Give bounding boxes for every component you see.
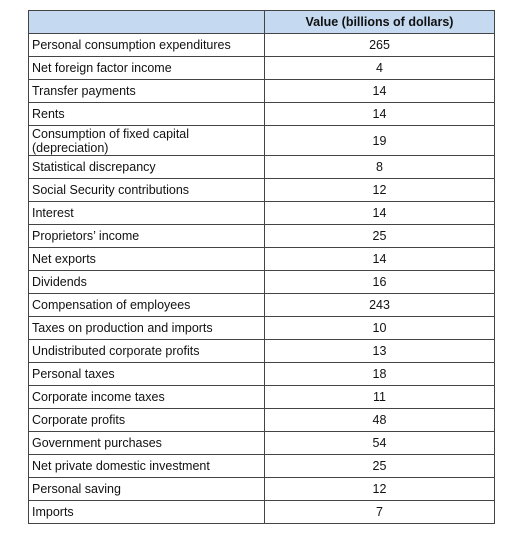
header-cell-value: Value (billions of dollars) [265, 11, 495, 34]
row-value: 10 [265, 317, 495, 340]
table-row [29, 57, 495, 80]
row-label: Compensation of employees [29, 294, 265, 317]
row-label: Corporate income taxes [29, 386, 265, 409]
row-value: 19 [265, 126, 495, 156]
table-row [29, 179, 495, 202]
row-value: 265 [265, 34, 495, 57]
row-value: 14 [265, 103, 495, 126]
table-row [29, 103, 495, 126]
row-label: Statistical discrepancy [29, 156, 265, 179]
row-value: 8 [265, 156, 495, 179]
row-label: Undistributed corporate profits [29, 340, 265, 363]
table-row [29, 432, 495, 455]
row-label: Social Security contributions [29, 179, 265, 202]
row-value: 12 [265, 478, 495, 501]
table-row [29, 80, 495, 103]
table-row [29, 34, 495, 57]
header-cell-label [29, 11, 265, 34]
table-row [29, 501, 495, 524]
table-row [29, 156, 495, 179]
row-label: Personal saving [29, 478, 265, 501]
table-row [29, 271, 495, 294]
table-row [29, 340, 495, 363]
row-label: Net foreign factor income [29, 57, 265, 80]
row-value: 7 [265, 501, 495, 524]
table-body [29, 34, 495, 524]
row-value: 18 [265, 363, 495, 386]
table-row [29, 126, 495, 156]
row-value: 54 [265, 432, 495, 455]
table-row [29, 363, 495, 386]
table-row [29, 455, 495, 478]
row-value: 243 [265, 294, 495, 317]
data-table-container [28, 10, 494, 524]
row-value: 13 [265, 340, 495, 363]
table-row [29, 248, 495, 271]
table-row [29, 478, 495, 501]
row-value: 4 [265, 57, 495, 80]
row-value: 12 [265, 179, 495, 202]
table-row [29, 294, 495, 317]
row-label: Transfer payments [29, 80, 265, 103]
row-label: Net exports [29, 248, 265, 271]
table-row [29, 409, 495, 432]
row-label: Personal consumption expenditures [29, 34, 265, 57]
row-value: 48 [265, 409, 495, 432]
row-label: Government purchases [29, 432, 265, 455]
row-value: 14 [265, 80, 495, 103]
row-value: 14 [265, 202, 495, 225]
row-label: Taxes on production and imports [29, 317, 265, 340]
data-table [28, 10, 495, 524]
row-label: Proprietors’ income [29, 225, 265, 248]
table-header-row [29, 11, 495, 34]
row-label: Imports [29, 501, 265, 524]
table-row [29, 225, 495, 248]
row-label: Interest [29, 202, 265, 225]
row-value: 25 [265, 455, 495, 478]
row-value: 16 [265, 271, 495, 294]
row-label: Dividends [29, 271, 265, 294]
row-value: 14 [265, 248, 495, 271]
table-row [29, 386, 495, 409]
table-row [29, 202, 495, 225]
row-label: Personal taxes [29, 363, 265, 386]
row-label: Consumption of fixed capital (depreciation) [29, 126, 265, 156]
table-row [29, 317, 495, 340]
row-label: Corporate profits [29, 409, 265, 432]
row-label: Net private domestic investment [29, 455, 265, 478]
row-label: Rents [29, 103, 265, 126]
row-value: 11 [265, 386, 495, 409]
row-value: 25 [265, 225, 495, 248]
